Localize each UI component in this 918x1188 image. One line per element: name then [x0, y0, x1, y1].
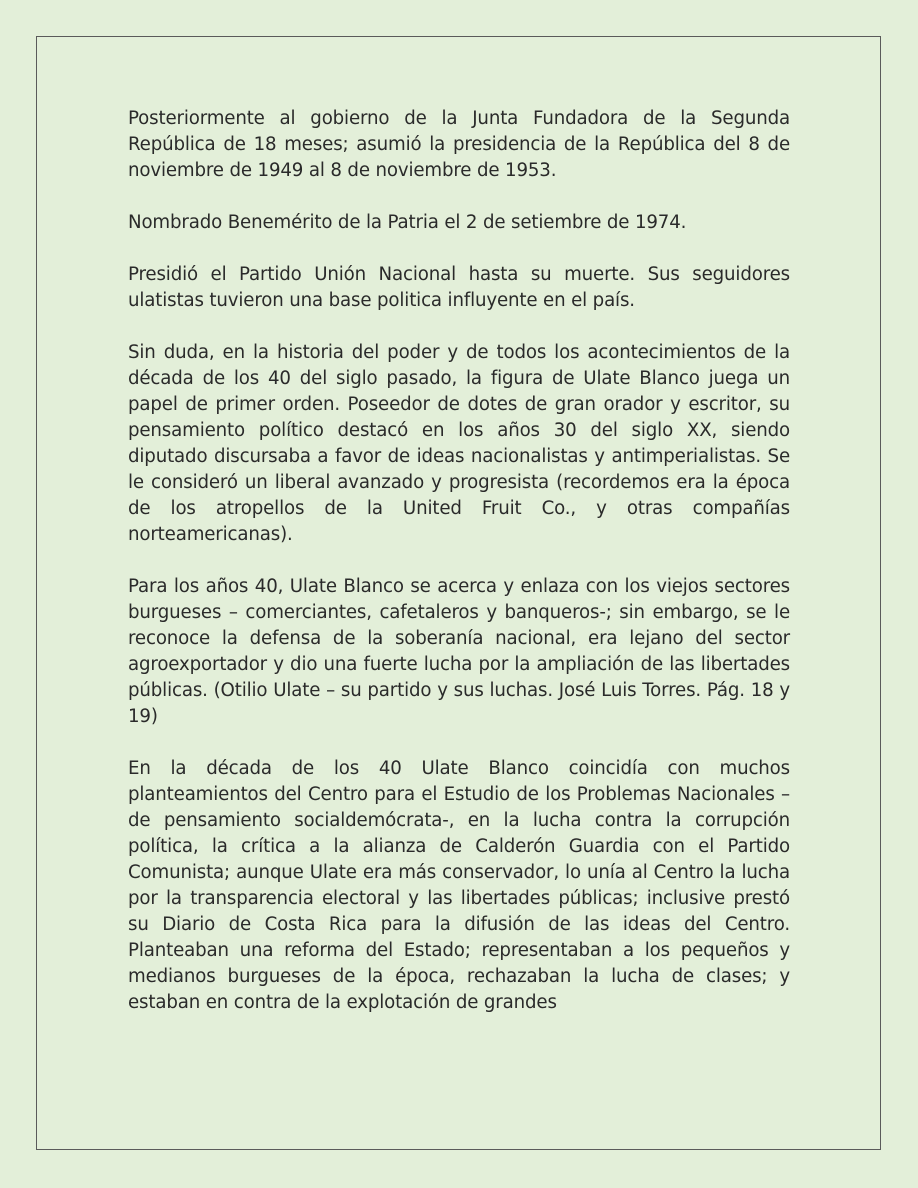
paragraph-centro-estudio: En la década de los 40 Ulate Blanco coincidía con muchos planteamientos del Centro para el Estudio de los Problemas Nacionales – de pensamiento socialdemócrata-, en la lucha contra la corrupción política, la crítica a la alianza de Calderón Guardia con el Partido Comunista; aunque Ulate era más conservador, lo unía al Centro la lucha por la transparencia electoral y las libertades públicas; inclusive prestó su Diario de Costa Rica para la difusión de las ideas del Centro. Planteaban una reforma del Estado; representaban a los pequeños y medianos burgueses de la época, rechazaban la lucha de clases; y estaban en contra de la explotación de grandes: [128, 758, 790, 1013]
paragraph-historia-del-poder: Sin duda, en la historia del poder y de todos los acontecimientos de la década de los 40 del siglo pasado, la figura de Ulate Blanco juega un papel de primer orden. Poseedor de dotes de gran orador y escritor, su pensamiento político destacó en los años 30 del siglo XX, siendo diputado discursaba a favor de ideas nacionalistas y antimperialistas. Se le consideró un liberal avanzado y progresista (recordemos era la época de los atropellos de la United Fruit Co., y otras compañías norteamericanas).: [128, 342, 790, 545]
document-body: [128, 106, 790, 1016]
paragraph-benemerito: Nombrado Benemérito de la Patria el 2 de setiembre de 1974.: [128, 212, 687, 233]
paragraph-partido-union-nacional: Presidió el Partido Unión Nacional hasta su muerte. Sus seguidores ulatistas tuvieron una base politica influyente en el país.: [128, 264, 790, 311]
paragraph-anos-40: Para los años 40, Ulate Blanco se acerca y enlaza con los viejos sectores burgueses – comerciantes, cafetaleros y banqueros-; sin embargo, se le reconoce la defensa de la soberanía nacional, era lejano del sector agroexportador y dio una fuerte lucha por la ampliación de las libertades públicas. (Otilio Ulate – su partido y sus luchas. José Luis Torres. Pág. 18 y 19): [128, 576, 790, 727]
paragraph-presidency: Posteriormente al gobierno de la Junta Fundadora de la Segunda República de 18 meses; asumió la presidencia de la República del 8 de noviembre de 1949 al 8 de noviembre de 1953.: [128, 108, 790, 181]
